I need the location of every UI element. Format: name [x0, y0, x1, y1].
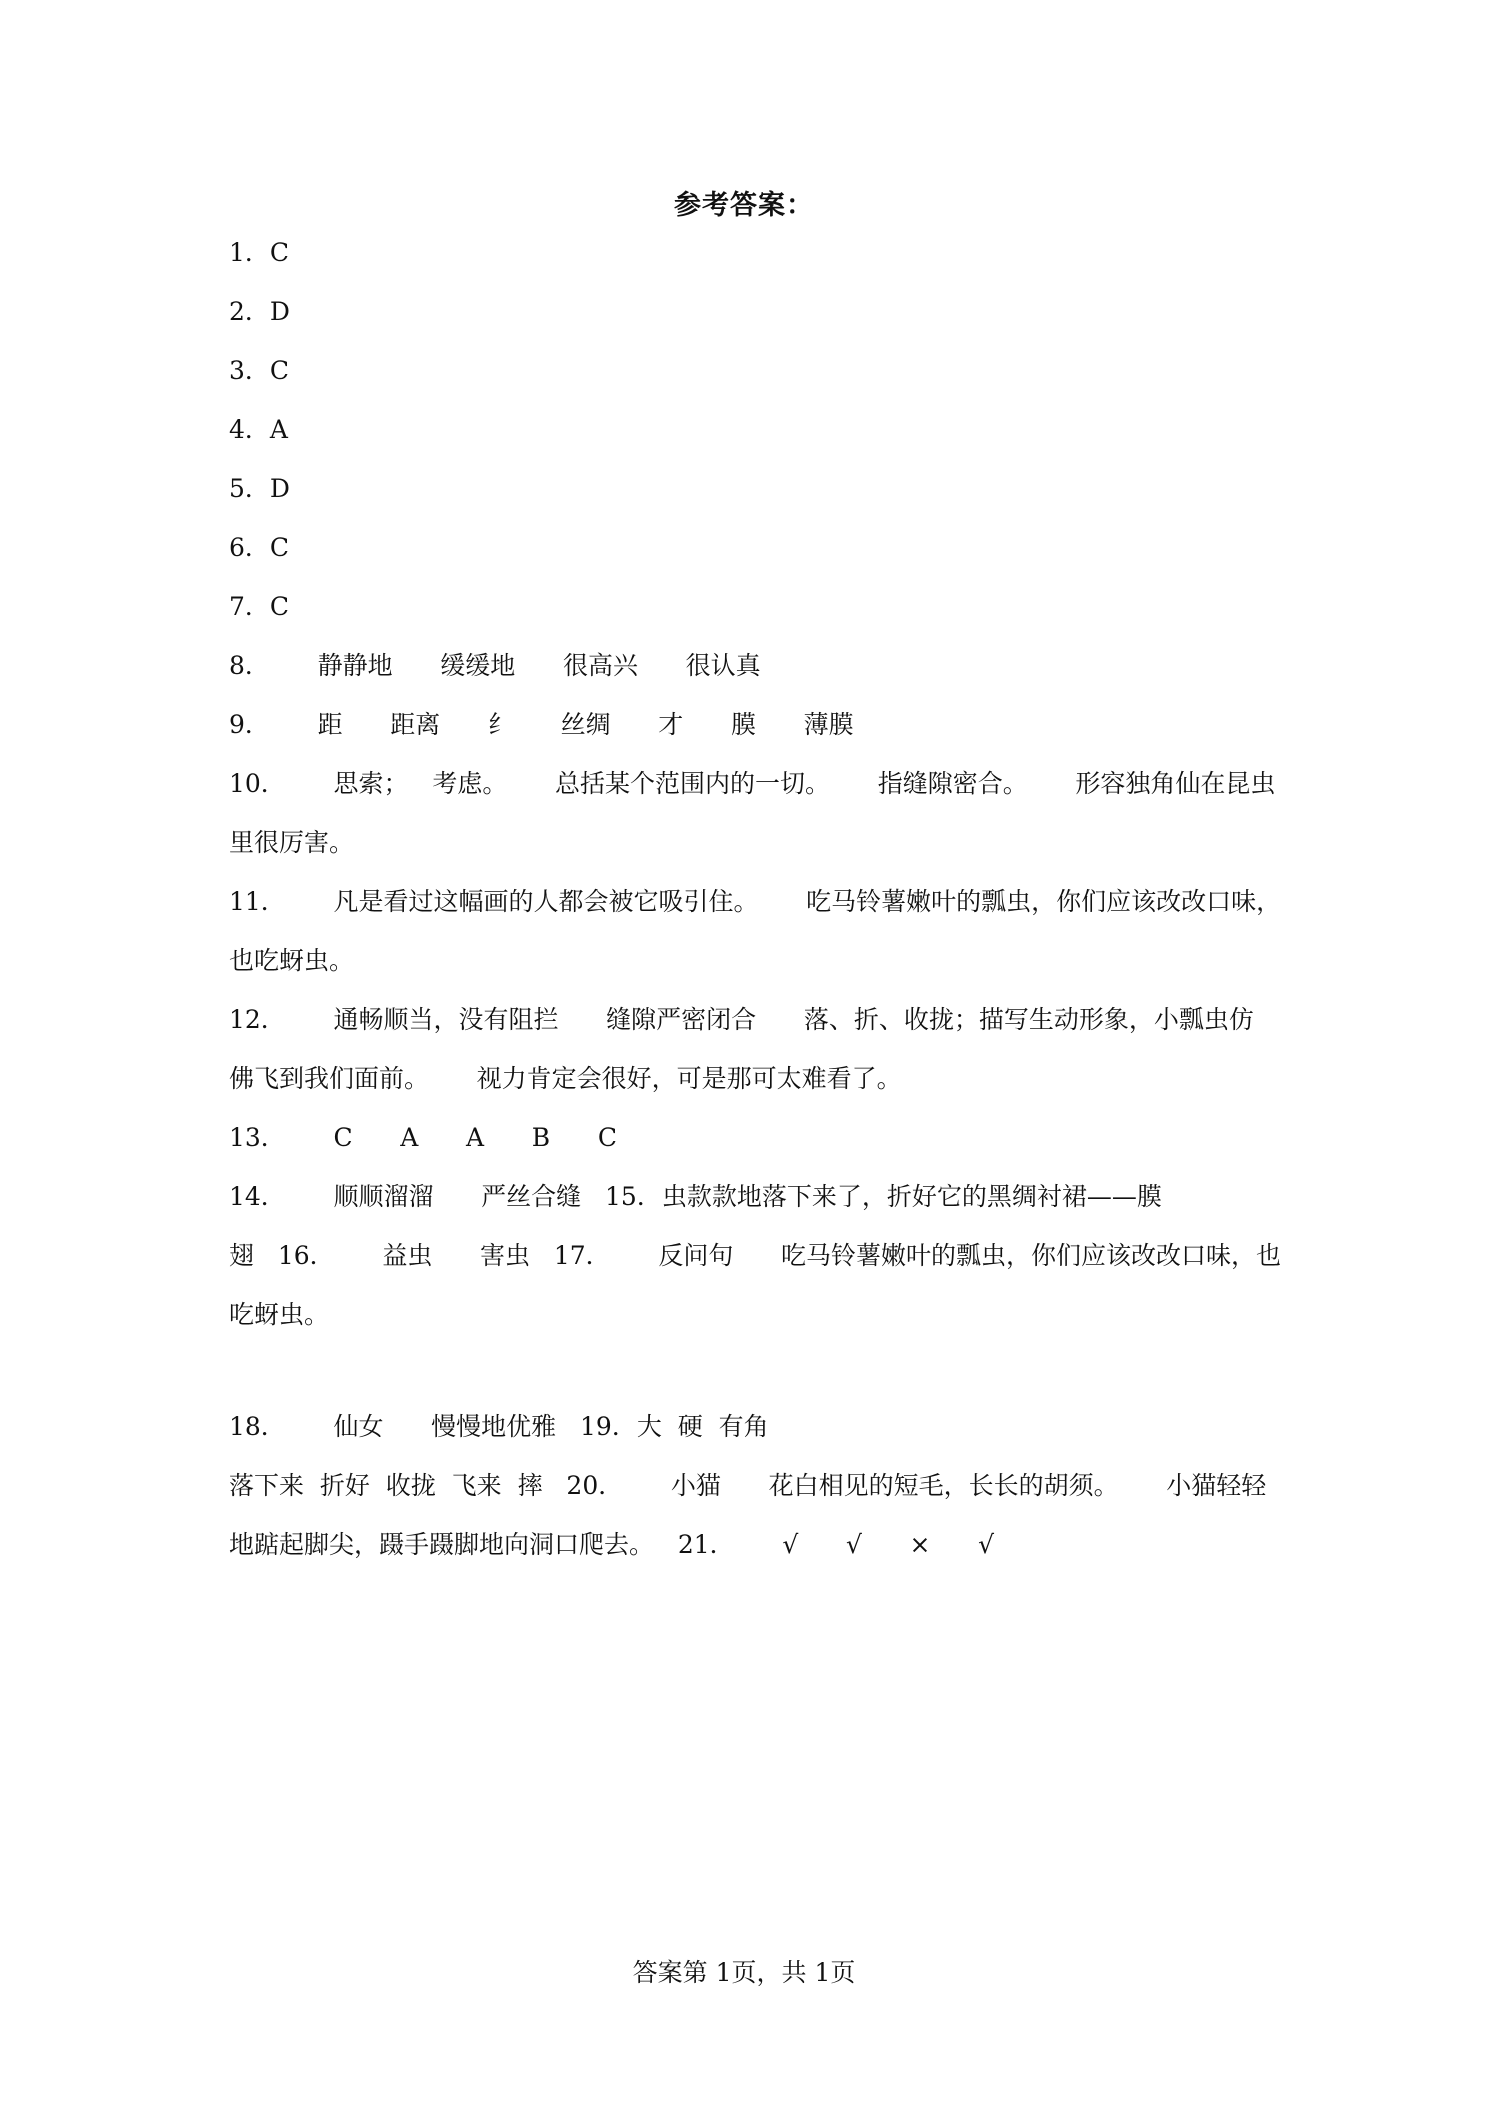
- answer-line: 11． 凡是看过这幅画的人都会被它吸引住。 吃马铃薯嫩叶的瓢虫，你们应该改改口味，: [229, 887, 1282, 916]
- answer-line: 落下来 折好 收拢 飞来 摔 20． 小猫 花白相见的短毛，长长的胡须。 小猫轻轻: [229, 1471, 1267, 1500]
- answer-line: 10． 思索； 考虑。 总括某个范围内的一切。 指缝隙密合。 形容独角仙在昆虫: [229, 769, 1276, 798]
- answer-line: 2．D: [229, 297, 290, 326]
- answer-line: 吃蚜虫。: [229, 1300, 330, 1329]
- answer-line: 1．C: [229, 238, 290, 267]
- answer-line: 6．C: [229, 533, 290, 562]
- answer-line: 地踮起脚尖，蹑手蹑脚地向洞口爬去。 21． √ √ × √: [229, 1530, 995, 1559]
- answer-line: 14． 顺顺溜溜 严丝合缝 15．虫款款地落下来了，折好它的黑绸衬裙——膜: [229, 1182, 1162, 1211]
- page-footer: 答案第 1页，共 1页: [632, 1958, 856, 1987]
- answer-line: 8． 静静地 缓缓地 很高兴 很认真: [229, 651, 761, 680]
- answer-line: 5．D: [229, 474, 290, 503]
- answer-line: 9． 距 距离 纟 丝绸 才 膜 薄膜: [229, 710, 854, 739]
- answer-line: 12． 通畅顺当，没有阻拦 缝隙严密闭合 落、折、收拢；描写生动形象，小瓢虫仿: [229, 1005, 1254, 1034]
- answer-line: 7．C: [229, 592, 290, 621]
- answer-line: 3．C: [229, 356, 290, 385]
- answer-line: 翅 16． 益虫 害虫 17． 反问句 吃马铃薯嫩叶的瓢虫，你们应该改改口味，也: [229, 1241, 1282, 1270]
- answer-line: 13． C A A B C: [229, 1123, 617, 1152]
- answer-line: 里很厉害。: [229, 828, 355, 857]
- answer-line: 4．A: [229, 415, 288, 444]
- answer-line: 18． 仙女 慢慢地优雅 19．大 硬 有角: [229, 1412, 769, 1441]
- answer-line: 佛飞到我们面前。 视力肯定会很好，可是那可太难看了。: [229, 1064, 902, 1093]
- page-title: 参考答案：: [674, 190, 814, 221]
- answer-line: 也吃蚜虫。: [229, 946, 355, 975]
